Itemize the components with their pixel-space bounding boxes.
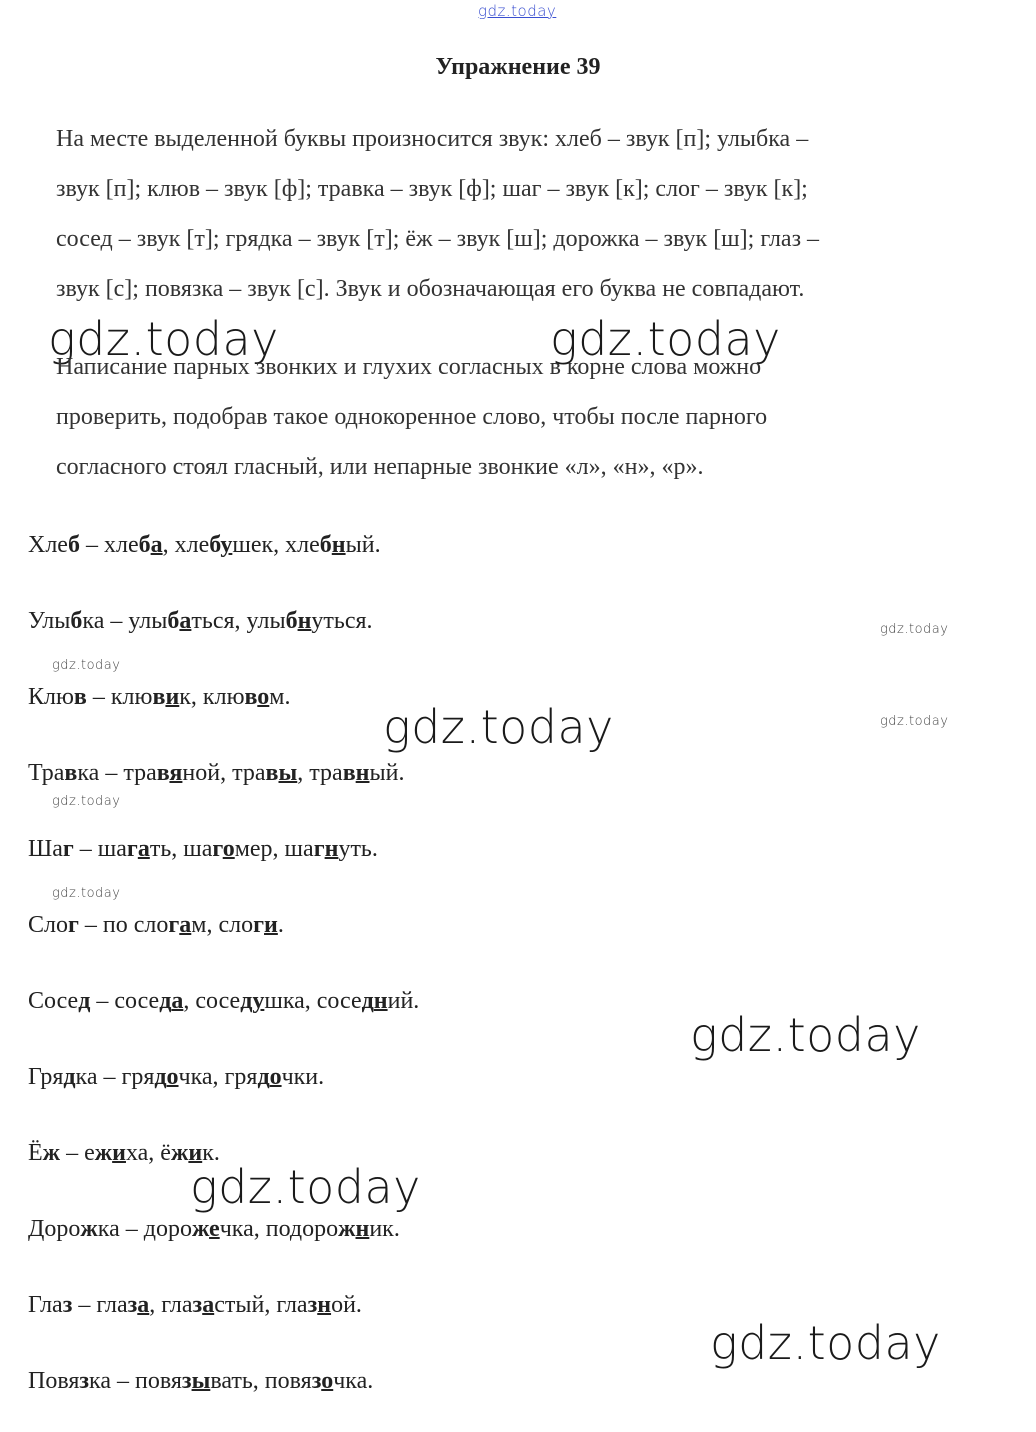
highlighted-consonant: в bbox=[73, 684, 87, 710]
highlighted-consonant: в bbox=[64, 760, 78, 786]
word-text: ть, ша bbox=[149, 836, 213, 862]
word-row bbox=[28, 532, 381, 559]
word-row bbox=[28, 1140, 220, 1167]
word-row bbox=[28, 912, 284, 939]
word-text: , тра bbox=[297, 760, 343, 786]
highlighted-consonant: ж bbox=[338, 1216, 356, 1242]
watermark: gdz.today bbox=[52, 886, 121, 901]
word-row bbox=[28, 1216, 400, 1243]
word-text: Тра bbox=[28, 760, 65, 786]
word-text: Повя bbox=[28, 1368, 80, 1394]
word-text: ха, ё bbox=[125, 1140, 171, 1166]
word-text: ться, улы bbox=[191, 608, 286, 634]
highlighted-consonant: д bbox=[154, 1064, 167, 1090]
word-text: к, клю bbox=[179, 684, 245, 710]
word-text: чка, гря bbox=[178, 1064, 258, 1090]
word-text: – гла bbox=[72, 1292, 128, 1318]
word-text: ка – гря bbox=[75, 1064, 155, 1090]
check-letter: н bbox=[373, 988, 388, 1014]
word-row bbox=[28, 836, 378, 863]
highlighted-consonant: б bbox=[209, 532, 221, 558]
word-text: чки. bbox=[281, 1064, 325, 1090]
check-letter: и bbox=[165, 684, 180, 710]
word-text: Ша bbox=[28, 836, 63, 862]
check-letter: у bbox=[252, 988, 265, 1014]
highlighted-consonant: ж bbox=[170, 1140, 189, 1166]
word-text: Гла bbox=[28, 1292, 63, 1318]
check-letter: ы bbox=[278, 760, 298, 786]
check-letter: ы bbox=[191, 1368, 211, 1394]
check-letter: о bbox=[257, 684, 270, 710]
watermark: gdz.today bbox=[190, 1160, 421, 1214]
intro-line: звук [п]; клюв – звук [ф]; травка – звук [ф]; шаг – звук [к]; слог – звук [к]; bbox=[56, 176, 808, 202]
word-text: – сосе bbox=[90, 988, 160, 1014]
check-letter: н bbox=[355, 760, 370, 786]
word-row bbox=[28, 1368, 373, 1395]
word-text: Ё bbox=[28, 1140, 43, 1166]
highlighted-consonant: б bbox=[138, 532, 151, 558]
highlighted-consonant: г bbox=[168, 912, 180, 938]
check-letter: о bbox=[222, 836, 235, 862]
word-text: ый. bbox=[345, 532, 381, 558]
watermark: gdz.today bbox=[383, 700, 614, 754]
highlighted-consonant: в bbox=[342, 760, 356, 786]
word-text: – хле bbox=[79, 532, 139, 558]
highlighted-consonant: з bbox=[62, 1292, 73, 1318]
word-text: ка – повя bbox=[89, 1368, 182, 1394]
highlighted-consonant: б bbox=[167, 608, 180, 634]
highlighted-consonant: в bbox=[152, 684, 166, 710]
word-text: Доро bbox=[28, 1216, 81, 1242]
word-text: чка. bbox=[333, 1368, 374, 1394]
word-text: м. bbox=[269, 684, 291, 710]
word-text: чка, подоро bbox=[219, 1216, 339, 1242]
word-row bbox=[28, 760, 404, 787]
word-text: ка – доро bbox=[97, 1216, 192, 1242]
check-letter: и bbox=[112, 1140, 126, 1166]
check-letter: а bbox=[202, 1292, 215, 1318]
intro-line: сосед – звук [т]; грядка – звук [т]; ёж – звук [ш]; дорожка – звук [ш]; глаз – bbox=[56, 226, 820, 252]
word-text: шка, сосе bbox=[264, 988, 362, 1014]
check-letter: о bbox=[269, 1064, 282, 1090]
check-letter: а bbox=[179, 912, 192, 938]
check-letter: а bbox=[179, 608, 192, 634]
highlighted-consonant: г bbox=[313, 836, 325, 862]
highlighted-consonant: д bbox=[240, 988, 253, 1014]
highlighted-consonant: ж bbox=[94, 1140, 113, 1166]
highlighted-consonant: в bbox=[244, 684, 258, 710]
word-text: Хле bbox=[28, 532, 68, 558]
check-letter: н bbox=[355, 1216, 370, 1242]
watermark: gdz.today bbox=[550, 312, 781, 366]
word-text: к. bbox=[202, 1140, 220, 1166]
watermark: gdz.today bbox=[690, 1008, 921, 1062]
word-row bbox=[28, 1064, 324, 1091]
highlighted-consonant: з bbox=[79, 1368, 90, 1394]
check-letter: н bbox=[324, 836, 339, 862]
word-text: ий. bbox=[387, 988, 420, 1014]
word-text: . bbox=[277, 912, 284, 938]
word-text: ый. bbox=[369, 760, 405, 786]
check-letter: а bbox=[171, 988, 184, 1014]
check-letter: и bbox=[188, 1140, 203, 1166]
watermark: gdz.today bbox=[710, 1316, 941, 1370]
highlighted-consonant: б bbox=[70, 608, 83, 634]
word-text: , хле bbox=[162, 532, 210, 558]
word-text: уться. bbox=[311, 608, 373, 634]
check-letter: о bbox=[321, 1368, 334, 1394]
word-text: стый, гла bbox=[214, 1292, 308, 1318]
highlighted-consonant: д bbox=[257, 1064, 270, 1090]
word-text: ка – улы bbox=[82, 608, 168, 634]
watermark: gdz.today bbox=[880, 714, 949, 729]
word-text: , гла bbox=[149, 1292, 193, 1318]
word-text: шек, хле bbox=[232, 532, 320, 558]
highlighted-consonant: д bbox=[63, 1064, 76, 1090]
highlighted-consonant: в bbox=[156, 760, 170, 786]
highlighted-consonant: з bbox=[127, 1292, 138, 1318]
word-text: ик. bbox=[369, 1216, 400, 1242]
rule-line: проверить, подобрав такое однокоренное слово, чтобы после парного bbox=[56, 404, 768, 430]
highlighted-consonant: б bbox=[67, 532, 80, 558]
word-text: – по сло bbox=[78, 912, 169, 938]
check-letter: е bbox=[209, 1216, 220, 1242]
word-text: уть. bbox=[338, 836, 378, 862]
watermark: gdz.today bbox=[52, 658, 121, 673]
word-text: Сосе bbox=[28, 988, 79, 1014]
watermark: gdz.today bbox=[48, 312, 279, 366]
check-letter: о bbox=[166, 1064, 179, 1090]
word-text: Улы bbox=[28, 608, 71, 634]
highlighted-consonant: в bbox=[265, 760, 279, 786]
highlighted-consonant: д bbox=[78, 988, 91, 1014]
highlighted-consonant: ж bbox=[191, 1216, 210, 1242]
word-text: ой. bbox=[331, 1292, 362, 1318]
check-letter: н bbox=[297, 608, 312, 634]
word-text: – ша bbox=[73, 836, 127, 862]
word-text: Клю bbox=[28, 684, 74, 710]
word-row bbox=[28, 684, 290, 711]
word-row bbox=[28, 608, 373, 635]
word-text: – клю bbox=[86, 684, 153, 710]
rule-line: Написание парных звонких и глухих согласных в корне слова можно bbox=[56, 354, 762, 380]
highlighted-consonant: г bbox=[126, 836, 138, 862]
word-text: мер, ша bbox=[234, 836, 314, 862]
check-letter: а bbox=[150, 532, 163, 558]
watermark-top: gdz.today bbox=[478, 2, 557, 20]
highlighted-consonant: з bbox=[311, 1368, 322, 1394]
check-letter: и bbox=[264, 912, 278, 938]
check-letter: н bbox=[317, 1292, 332, 1318]
highlighted-consonant: з bbox=[181, 1368, 192, 1394]
highlighted-consonant: г bbox=[212, 836, 223, 862]
check-letter: у bbox=[220, 532, 233, 558]
check-letter: н bbox=[331, 532, 346, 558]
highlighted-consonant: г bbox=[253, 912, 265, 938]
word-text: Сло bbox=[28, 912, 68, 938]
highlighted-consonant: д bbox=[361, 988, 374, 1014]
exercise-title: Упражнение 39 bbox=[435, 54, 601, 80]
highlighted-consonant: д bbox=[159, 988, 172, 1014]
word-text: ка – тра bbox=[77, 760, 157, 786]
rule-line: согласного стоял гласный, или непарные звонкие «л», «н», «р». bbox=[56, 454, 704, 480]
highlighted-consonant: г bbox=[67, 912, 79, 938]
word-text: м, сло bbox=[191, 912, 254, 938]
highlighted-consonant: б bbox=[285, 608, 298, 634]
highlighted-consonant: г bbox=[62, 836, 74, 862]
highlighted-consonant: ж bbox=[42, 1140, 61, 1166]
check-letter: я bbox=[169, 760, 183, 786]
watermark: gdz.today bbox=[880, 622, 949, 637]
watermark: gdz.today bbox=[52, 794, 121, 809]
word-text: Гря bbox=[28, 1064, 64, 1090]
highlighted-consonant: з bbox=[307, 1292, 318, 1318]
intro-line: звук [с]; повязка – звук [с]. Звук и обозначающая его буква не совпадают. bbox=[56, 276, 805, 302]
highlighted-consonant: ж bbox=[80, 1216, 98, 1242]
check-letter: а bbox=[137, 1292, 150, 1318]
intro-line: На месте выделенной буквы произносится звук: хлеб – звук [п]; улыбка – bbox=[56, 126, 809, 152]
word-text: вать, повя bbox=[210, 1368, 312, 1394]
highlighted-consonant: з bbox=[192, 1292, 203, 1318]
word-row bbox=[28, 988, 419, 1015]
word-text: , сосе bbox=[183, 988, 241, 1014]
highlighted-consonant: б bbox=[319, 532, 332, 558]
word-row bbox=[28, 1292, 362, 1319]
word-text: – е bbox=[60, 1140, 95, 1166]
word-text: ной, тра bbox=[182, 760, 266, 786]
check-letter: а bbox=[137, 836, 150, 862]
